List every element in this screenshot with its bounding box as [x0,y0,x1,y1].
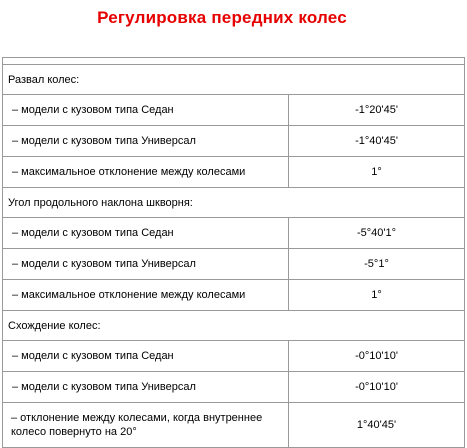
parameter-label: – модели с кузовом типа Седан [3,341,289,372]
parameter-value: -1°20'45' [289,95,465,126]
parameter-value: -0°10'10' [289,341,465,372]
section-heading-row [3,188,465,218]
parameter-label: – модели с кузовом типа Универсал [3,249,289,280]
section-heading-row [3,65,465,95]
table-row [3,372,465,403]
parameter-label: – модели с кузовом типа Седан [3,218,289,249]
section-heading: Угол продольного наклона шкворня: [3,188,465,218]
table-row [3,95,465,126]
parameter-label: – отклонение между колесами, когда внутреннее колесо повернуто на 20° [3,403,289,448]
table-row [3,218,465,249]
parameter-value: 1° [289,157,465,188]
wheel-alignment-table [2,57,465,448]
parameter-value: 1° [289,280,465,311]
parameter-label: – модели с кузовом типа Универсал [3,372,289,403]
parameter-value: -1°40'45' [289,126,465,157]
parameter-value: -5°40'1° [289,218,465,249]
parameter-value: 1°40'45' [289,403,465,448]
page-title: Регулировка передних колес [97,8,347,27]
table-top-spacer [3,58,465,65]
parameter-value: -0°10'10' [289,372,465,403]
parameter-value: -5°1° [289,249,465,280]
table-row [3,249,465,280]
table-row [3,157,465,188]
section-heading: Схождение колес: [3,311,465,341]
parameter-label: – максимальное отклонение между колесами [3,280,289,311]
parameter-label: – максимальное отклонение между колесами [3,157,289,188]
table-row [3,126,465,157]
table-row [3,341,465,372]
parameter-label: – модели с кузовом типа Седан [3,95,289,126]
section-heading: Развал колес: [3,65,465,95]
section-heading-row [3,311,465,341]
parameter-label: – модели с кузовом типа Универсал [3,126,289,157]
table-row [3,403,465,448]
table-row [3,280,465,311]
